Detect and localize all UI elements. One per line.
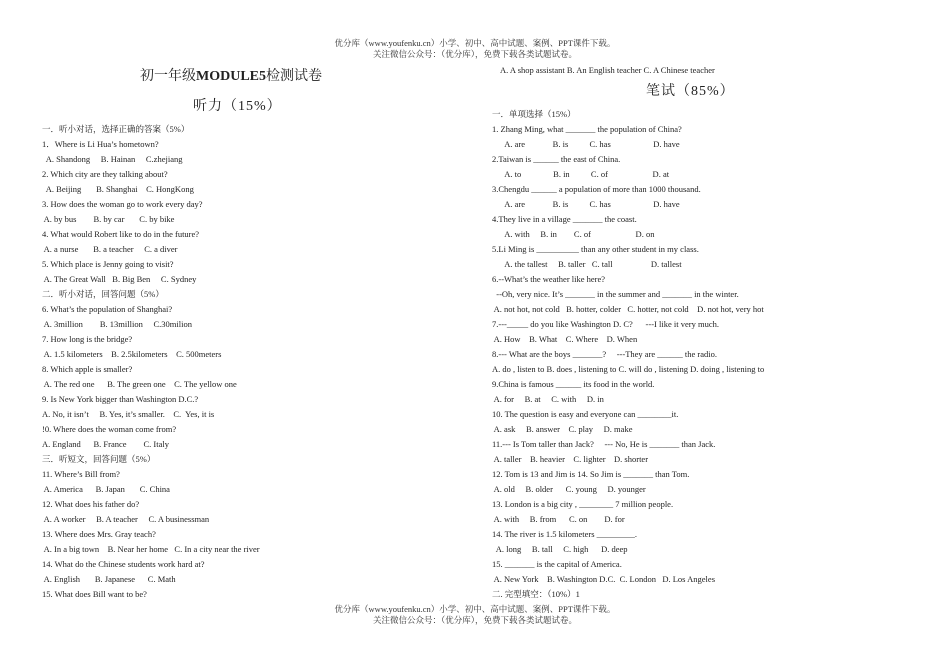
text-line: A. by bus B. by car C. by bike xyxy=(42,214,175,224)
text-line: A. the tallest B. taller C. tall D. tallest xyxy=(492,259,682,269)
title-prefix: 初一年级 xyxy=(140,69,196,84)
text-line: A. ask B. answer C. play D. make xyxy=(492,424,633,434)
footer-line-1: 优分库（www.youfenku.cn）小学、初中、高中试题、案例、PPT课件下载。 xyxy=(334,604,616,614)
page-header xyxy=(0,38,950,60)
text-line: A. with B. from C. on D. for xyxy=(492,514,625,524)
listening-title: 听力（15%） xyxy=(193,99,282,114)
text-line: A. taller B. heavier C. lighter D. shorter xyxy=(492,454,649,464)
text-line: A. America B. Japan C. China xyxy=(42,484,170,494)
text-line: A. to B. in C. of D. at xyxy=(492,169,670,179)
text-line: 10. The question is easy and everyone can ________it. xyxy=(492,409,679,419)
text-line: 9.China is famous ______ its food in the world. xyxy=(492,379,655,389)
text-line: 13. London is a big city , ________ 7 million people. xyxy=(492,499,674,509)
text-line: 2. Which city are they talking about? xyxy=(42,169,168,179)
text-line: A. do , listen to B. does , listening to C. will do , listening D. doing , listening to xyxy=(492,364,765,374)
text-line: A. are B. is C. has D. have xyxy=(492,139,680,149)
text-line: 6.--What’s the weather like here? xyxy=(492,274,606,284)
text-line: A. The red one B. The green one C. The yellow one xyxy=(42,379,237,389)
text-line: --Oh, very nice. It’s _______ in the summer and _______ in the winter. xyxy=(492,289,739,299)
title-module: MODULE5 xyxy=(196,69,266,84)
text-line: 11. Where’s Bill from? xyxy=(42,469,120,479)
text-line: A. old B. older C. young D. younger xyxy=(492,484,646,494)
text-line: 6. What’s the population of Shanghai? xyxy=(42,304,173,314)
text-line: A. for B. at C. with D. in xyxy=(492,394,604,404)
header-line-2: 关注微信公众号：（优分库），免费下载各类试题试卷。 xyxy=(372,49,577,59)
text-line: 1．Where is Li Hua’s hometown? xyxy=(42,139,159,149)
text-line: 3. How does the woman go to work every day? xyxy=(42,199,203,209)
q15-options: A. A shop assistant B. An English teacher C. A Chinese teacher xyxy=(500,65,715,75)
text-line: A. Shandong B. Hainan C.zhejiang xyxy=(42,154,183,164)
text-line: 一．单项选择（15%） xyxy=(492,109,576,119)
text-line: A. 3million B. 13million C.30milion xyxy=(42,319,192,329)
title-suffix: 检测试卷 xyxy=(266,69,322,84)
text-line: 二. 完型填空：（10%）1 xyxy=(492,589,580,599)
text-line: 15. _______ is the capital of America. xyxy=(492,559,622,569)
text-line: 13. Where does Mrs. Gray teach? xyxy=(42,529,156,539)
text-line: 3.Chengdu ______ a population of more than 1000 thousand. xyxy=(492,184,701,194)
text-line: A. In a big town B. Near her home C. In a city near the river xyxy=(42,544,260,554)
text-line: 一．听小对话，选择正确的答案（5%） xyxy=(42,124,190,134)
text-line: 11.--- Is Tom taller than Jack? --- No, He is _______ than Jack. xyxy=(492,439,716,449)
text-line: A. New York B. Washington D.C. C. London D. Los Angeles xyxy=(492,574,716,584)
text-line: 7.---_____ do you like Washington D. C? ---I like it very much. xyxy=(492,319,719,329)
text-line: A. How B. What C. Where D. When xyxy=(492,334,638,344)
text-line: 15. What does Bill want to be? xyxy=(42,589,147,599)
text-line: A. Beijing B. Shanghai C. HongKong xyxy=(42,184,194,194)
page-footer xyxy=(0,604,950,626)
text-line: 14. The river is 1.5 kilometers _________. xyxy=(492,529,638,539)
text-line: 7. How long is the bridge? xyxy=(42,334,133,344)
text-line: A. a nurse B. a teacher C. a diver xyxy=(42,244,178,254)
text-line: A. The Great Wall B. Big Ben C. Sydney xyxy=(42,274,197,284)
text-line: A. not hot, not cold B. hotter, colder C. hotter, not cold D. not hot, very hot xyxy=(492,304,764,314)
text-line: 5. Which place is Jenny going to visit? xyxy=(42,259,174,269)
footer-line-2: 关注微信公众号：（优分库），免费下载各类试题试卷。 xyxy=(372,615,577,625)
text-line: !0. Where does the woman come from? xyxy=(42,424,177,434)
text-line: A. with B. in C. of D. on xyxy=(492,229,655,239)
text-line: A. No, it isn’t B. Yes, it’s smaller. C. Yes, it is xyxy=(42,409,215,419)
text-line: A. long B. tall C. high D. deep xyxy=(492,544,628,554)
text-line: 二．听小对话，回答问题（5%） xyxy=(42,289,164,299)
text-line: 12. What does his father do? xyxy=(42,499,140,509)
header-line-1: 优分库（www.youfenku.cn）小学、初中、高中试题、案例、PPT课件下载。 xyxy=(334,38,616,48)
text-line: 4.They live in a village _______ the coast. xyxy=(492,214,637,224)
text-line: 12. Tom is 13 and Jim is 14. So Jim is _______ than Tom. xyxy=(492,469,690,479)
text-line: A. are B. is C. has D. have xyxy=(492,199,680,209)
text-line: 4. What would Robert like to do in the future? xyxy=(42,229,200,239)
text-line: 8.--- What are the boys _______? ---They are ______ the radio. xyxy=(492,349,718,359)
exam-title xyxy=(140,68,322,86)
text-line: 1. Zhang Ming, what _______ the population of China? xyxy=(492,124,682,134)
text-line: 14. What do the Chinese students work hard at? xyxy=(42,559,205,569)
text-line: A. English B. Japanese C. Math xyxy=(42,574,176,584)
text-line: 三．听短文，回答问题（5%） xyxy=(42,454,156,464)
text-line: A. A worker B. A teacher C. A businessman xyxy=(42,514,210,524)
text-line: A. 1.5 kilometers B. 2.5kilometers C. 500meters xyxy=(42,349,222,359)
text-line: 8. Which apple is smaller? xyxy=(42,364,133,374)
text-line: 9. Is New York bigger than Washington D.C.? xyxy=(42,394,199,404)
text-line: 2.Taiwan is ______ the east of China. xyxy=(492,154,621,164)
written-title: 笔试（85%） xyxy=(646,84,735,99)
text-line: 5.Li Ming is __________ than any other student in my class. xyxy=(492,244,699,254)
text-line: A. England B. France C. Italy xyxy=(42,439,170,449)
